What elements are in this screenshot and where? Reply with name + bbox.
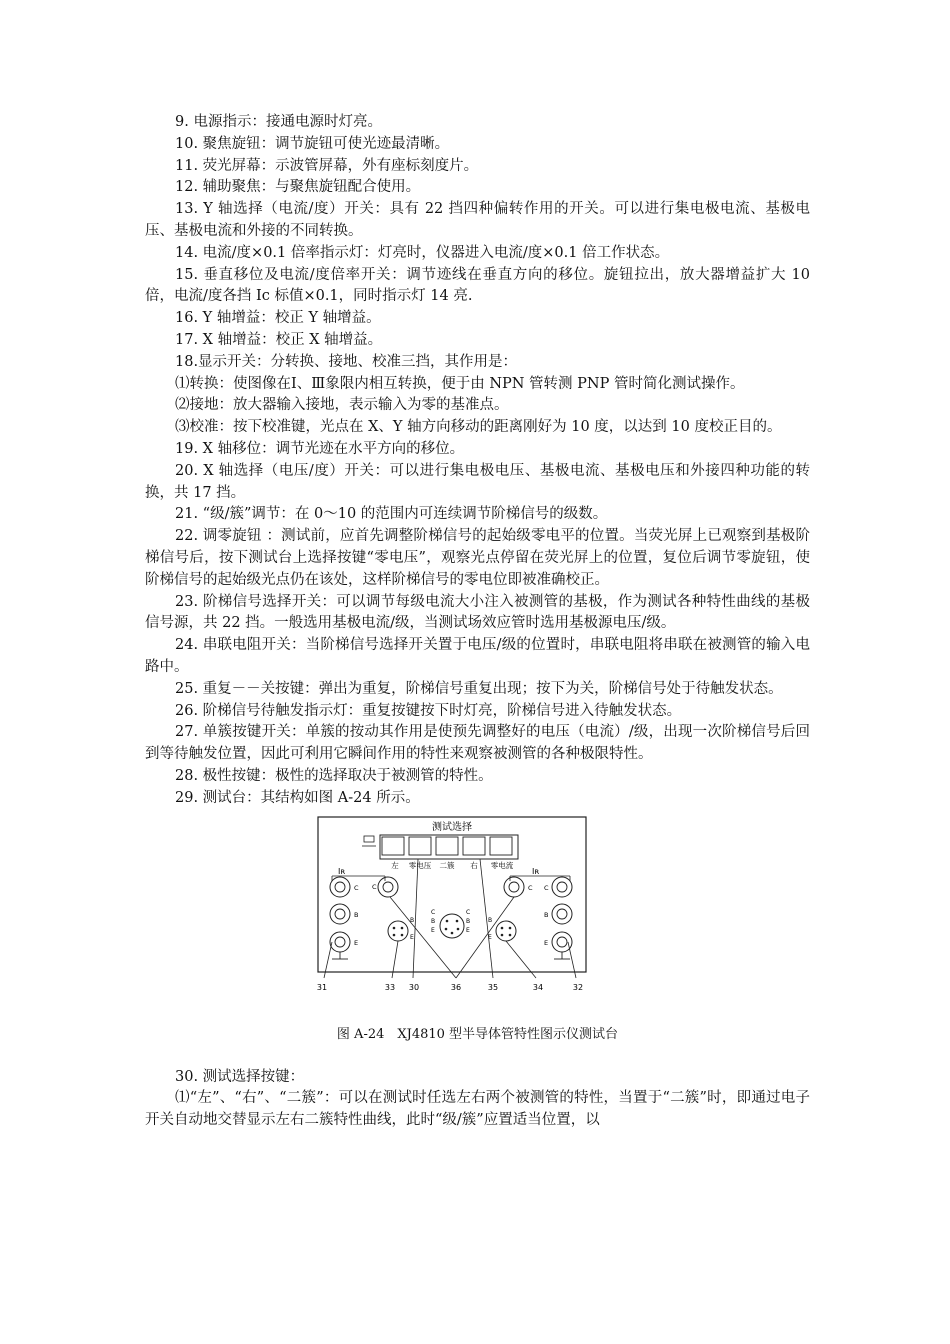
terminal-label: C bbox=[372, 882, 377, 891]
callout-number: 34 bbox=[532, 982, 544, 992]
paragraph: 25. 重复－－关按键：弹出为重复，阶梯信号重复出现；按下为关，阶梯信号处于待触发状态。 bbox=[175, 680, 783, 697]
terminal-label: B bbox=[544, 910, 549, 919]
button-label: 零电流 bbox=[490, 860, 514, 870]
right-socket-c2 bbox=[504, 877, 524, 897]
paragraph: 28. 极性按键：极性的选择取决于被测管的特性。 bbox=[175, 767, 493, 784]
terminal-label: C bbox=[544, 883, 549, 892]
paragraph: 30. 测试选择按键： bbox=[175, 1068, 305, 1085]
paragraph: 9. 电源指示：接通电源时灯亮。 bbox=[175, 114, 382, 130]
left-socket-b bbox=[330, 904, 350, 924]
button-label: 零电压 bbox=[408, 860, 432, 870]
right-socket-b bbox=[552, 904, 572, 924]
terminal-label: C bbox=[431, 908, 436, 916]
terminal-label: C bbox=[354, 883, 359, 892]
paragraph: 13. Y 轴选择（电流/度）开关：具有 22 挡四种偏转作用的开关。可以进行集电极电流、基极电压、基极电流和外接的不同转换。 bbox=[145, 201, 810, 239]
terminal-label: B bbox=[431, 917, 436, 925]
paragraph: 14. 电流/度×0.1 倍率指示灯：灯亮时，仪器进入电流/度×0.1 倍工作状态。 bbox=[175, 244, 670, 261]
terminal-label: C bbox=[528, 883, 533, 892]
terminal-label: E bbox=[544, 938, 549, 947]
test-button bbox=[409, 837, 431, 855]
paragraph: 15. 垂直移位及电流/度倍率开关：调节迹线在垂直方向的移位。旋钮拉出，放大器增益扩大 10 倍，电流/度各挡 Ic 标值×0.1，同时指示灯 14 亮. bbox=[145, 266, 810, 305]
terminal-label: C bbox=[466, 908, 471, 916]
paragraph: ⑵接地：放大器输入接地，表示输入为零的基准点。 bbox=[175, 397, 509, 414]
button-label: 左 bbox=[391, 860, 399, 870]
paragraph: 12. 辅助聚焦：与聚焦旋钮配合使用。 bbox=[175, 179, 421, 196]
paragraph: 11. 荧光屏幕：示波管屏幕，外有座标刻度片。 bbox=[175, 157, 479, 174]
button-label: 右 bbox=[470, 860, 478, 870]
callout-number: 33 bbox=[384, 982, 396, 992]
terminal-label: B bbox=[354, 910, 359, 919]
paragraph: 16. Y 轴增益：校正 Y 轴增益。 bbox=[175, 310, 381, 327]
ik-label: Iʀ bbox=[532, 866, 540, 876]
terminal-label: E bbox=[354, 938, 359, 947]
left-transistor-socket bbox=[388, 921, 408, 941]
paragraph: 19. X 轴移位：调节光迹在水平方向的移位。 bbox=[175, 440, 465, 457]
test-stand-diagram bbox=[310, 814, 590, 996]
terminal-label: E bbox=[488, 933, 492, 941]
center-transistor-socket bbox=[440, 914, 464, 938]
terminal-label: E bbox=[466, 926, 470, 934]
paragraph: 20. X 轴选择（电压/度）开关：可以进行集电极电压、基极电流、基极电压和外接四种功能的转换，共 17 挡。 bbox=[145, 462, 810, 501]
right-socket-e bbox=[552, 932, 572, 952]
document-page bbox=[145, 112, 810, 1132]
paragraph: 21. “级/簇”调节：在 0～10 的范围内可连续调节阶梯信号的级数。 bbox=[175, 506, 608, 523]
left-socket-c bbox=[330, 877, 350, 897]
paragraph: 10. 聚焦旋钮：调节旋钮可使光迹最清晰。 bbox=[175, 135, 450, 152]
paragraph: 22. 调零旋钮 ：测试前，应首先调整阶梯信号的起始级零电平的位置。当荧光屏上已观察到基极阶梯信号后，按下测试台上选择按键“零电压”，观察光点停留在荧光屏上的位置，复位后调节零旋钮，使阶梯信号的起始级光点仍在该处，这样阶梯信号的零电位即被准确校正。 bbox=[145, 528, 810, 588]
test-stand-figure bbox=[145, 814, 810, 1019]
paragraph: ⑴“左”、“右”、“二簇”：可以在测试时任选左右两个被测管的特性，当置于“二簇”时，即通过电子开关自动地交替显示左右二簇特性曲线，此时“级/簇”应置适当位置，以 bbox=[145, 1090, 810, 1129]
paragraph: ⑴转换：使图像在Ⅰ、Ⅲ象限内相互转换，便于由 NPN 管转测 PNP 管时简化测试操作。 bbox=[175, 375, 745, 392]
callout-number: 32 bbox=[572, 982, 584, 992]
ik-label: Iʀ bbox=[338, 866, 346, 876]
figure-caption: 图 A-24 XJ4810 型半导体管特性图示仪测试台 bbox=[336, 1026, 619, 1042]
callout-number: 30 bbox=[408, 982, 420, 992]
right-socket-c bbox=[552, 877, 572, 897]
left-socket-c2 bbox=[378, 877, 398, 897]
callout-number: 35 bbox=[487, 982, 499, 992]
terminal-label: B bbox=[466, 917, 471, 925]
panel-frame bbox=[318, 817, 586, 972]
paragraph: ⑶校准：按下校准键，光点在 X、Y 轴方向移动的距离刚好为 10 度，以达到 10 度校正目的。 bbox=[175, 419, 782, 436]
paragraph: 26. 阶梯信号待触发指示灯：重复按键按下时灯亮，阶梯信号进入待触发状态。 bbox=[175, 702, 682, 719]
body-text-top bbox=[145, 112, 810, 810]
paragraph: 18.显示开关：分转换、接地、校准三挡，其作用是： bbox=[175, 353, 518, 370]
body-text-bottom bbox=[145, 1067, 810, 1132]
test-button bbox=[436, 837, 458, 855]
callout-number: 31 bbox=[316, 982, 328, 992]
callout-number: 36 bbox=[450, 982, 462, 992]
switch-icon bbox=[364, 836, 374, 842]
right-transistor-socket bbox=[496, 921, 516, 941]
paragraph: 27. 单簇按键开关：单簇的按动其作用是使预先调整好的电压（电流）/级，出现一次阶梯信号后回到等待触发位置，因此可利用它瞬间作用的特性来观察被测管的各种极限特性。 bbox=[145, 724, 810, 763]
paragraph: 29. 测试台：其结构如图 A-24 所示。 bbox=[175, 789, 420, 806]
paragraph: 17. X 轴增益：校正 X 轴增益。 bbox=[175, 331, 383, 348]
terminal-label: E bbox=[431, 926, 435, 934]
test-button bbox=[490, 837, 512, 855]
test-button bbox=[463, 837, 485, 855]
paragraph: 24. 串联电阻开关：当阶梯信号选择开关置于电压/级的位置时，串联电阻将串联在被测管的输入电路中。 bbox=[145, 637, 810, 675]
terminal-label: E bbox=[410, 933, 414, 941]
terminal-label: B bbox=[488, 916, 493, 924]
paragraph: 23. 阶梯信号选择开关：可以调节每级电流大小注入被测管的基极，作为测试各种特性曲线的基极信号源，共 22 挡。一般选用基极电流/级，当测试场效应管时选用基极源电压/级。 bbox=[145, 593, 810, 632]
panel-title: 测试选择 bbox=[432, 821, 472, 833]
leader-lines bbox=[324, 859, 576, 978]
left-socket-e bbox=[330, 932, 350, 952]
terminal-label: B bbox=[410, 916, 415, 924]
test-button bbox=[382, 837, 404, 855]
button-label: 二簇 bbox=[439, 860, 455, 870]
